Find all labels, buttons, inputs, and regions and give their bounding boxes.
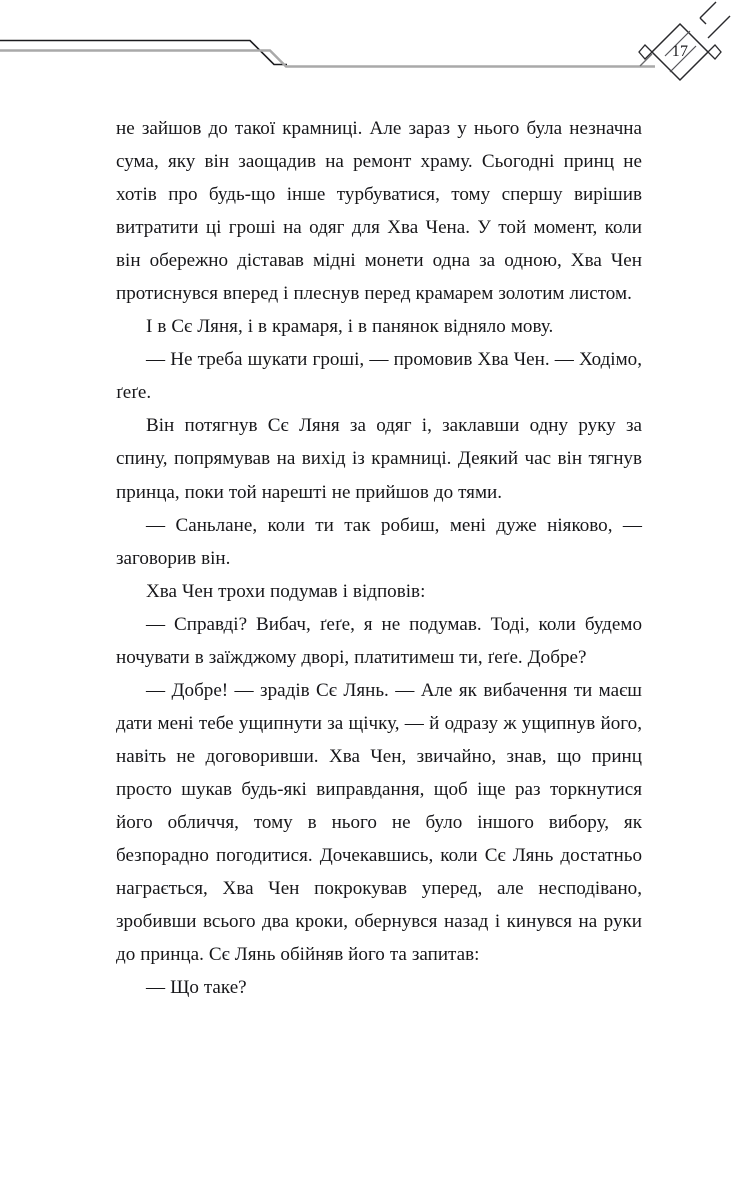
header-diagonal-top [700,2,716,18]
paragraph: — Добре! — зрадів Сє Лянь. — Але як вибачення ти маєш дати мені тебе ущипнути за щічку, — й одразу ж ущипнув його, навіть не договоривши. Хва Чен, звичайно, знав, що принц просто шукав будь-які виправдання, щоб іще раз торкнутися його обличчя, тому в нього не було іншого вибору, як безпорадно погодитися. Дочекавшись, коли Сє Лянь достатньо награється, Хва Чен покрокував уперед, але несподівано, зробивши всього два кроки, обернувся назад і кинувся на руки до принца. Сє Лянь обійняв його та запитав: [116,679,642,966]
paragraph: — Не треба шукати гроші, — промовив Хва Чен. — Ходімо, ґеґе. [116,349,642,404]
paragraph: — Справді? Вибач, ґеґе, я не подумав. Тоді, коли будемо ночувати в заїжджому дворі, платитимеш ти, ґеґе. Добре? [116,613,642,668]
header-rule-black [0,41,287,65]
header-diagonal-top-joint [700,18,706,24]
paragraph: Хва Чен трохи подумав і відповів: [146,580,426,602]
diamond-left-notch [639,45,652,59]
header-diagonal-right [708,16,730,38]
paragraph: І в Сє Ляня, і в крамаря, і в панянок відняло мову. [146,316,554,338]
diamond-right-notch [708,45,721,59]
text-column [116,112,642,1004]
header-ornament [0,0,756,104]
paragraph: — Що таке? [146,977,247,999]
page-number: 17 [671,43,689,60]
paragraph: — Саньлане, коли ти так робиш, мені дуже ніяково, — заговорив він. [116,514,642,569]
header-rule-gray [0,51,655,67]
paragraph: Він потягнув Сє Ляня за одяг і, заклавши одну руку за спину, попрямував на вихід із крамниці. Деякий час він тягнув принца, поки той нарешті не прийшов до тями. [116,415,642,503]
paragraph: не зайшов до такої крамниці. Але зараз у нього була незначна сума, яку він заощадив на ремонт храму. Сьогодні принц не хотів про будь-що інше турбуватися, тому спершу вирішив витратити ці гроші на одяг для Хва Чена. У той момент, коли він обережно діставав мідні монети одна за одною, Хва Чен протиснувся вперед і плеснув перед крамарем золотим листом. [116,118,642,305]
header-rule-gray-tail [640,54,652,66]
